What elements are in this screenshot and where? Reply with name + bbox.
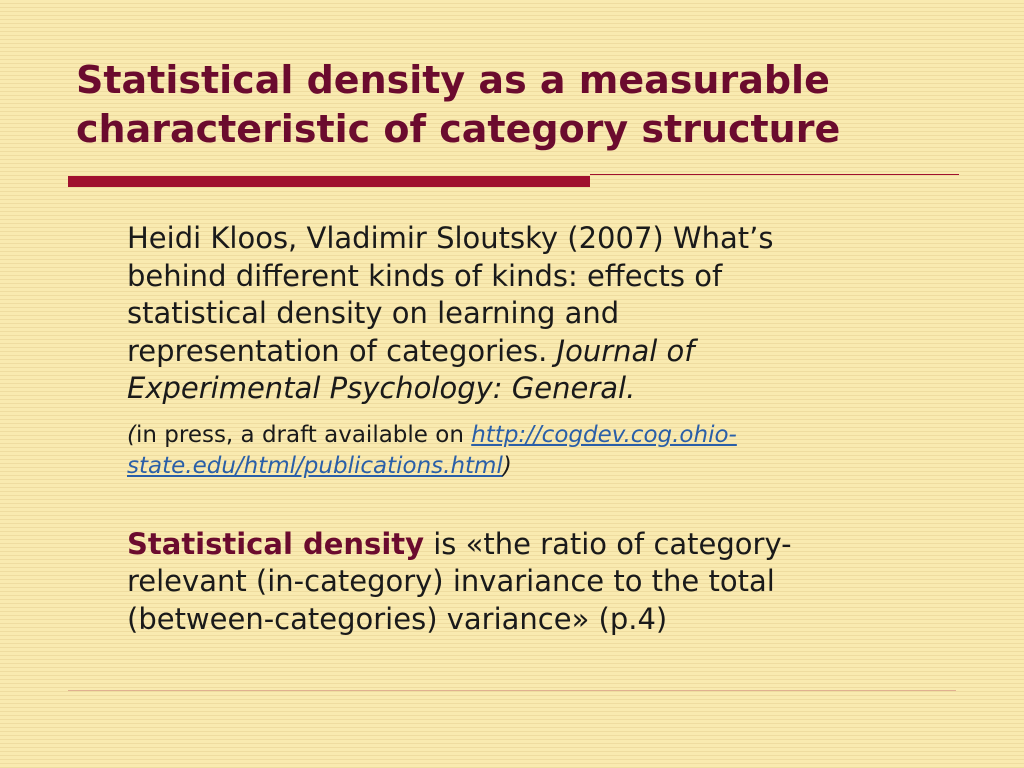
note-line-2 bbox=[127, 451, 927, 482]
citation bbox=[127, 220, 927, 408]
title-underline-thin bbox=[590, 174, 959, 175]
definition bbox=[127, 526, 927, 639]
title-line-2: characteristic of category structure bbox=[76, 107, 841, 151]
footer-divider bbox=[68, 690, 956, 691]
definition-line-3: (between-categories) variance» (p.4) bbox=[127, 601, 668, 636]
note-text: in press, a draft available on bbox=[135, 421, 472, 448]
publications-link-part-1[interactable]: http://cogdev.cog.ohio- bbox=[471, 421, 737, 448]
slide-title bbox=[76, 56, 976, 154]
note-close-paren: ) bbox=[502, 452, 512, 479]
note-line-1 bbox=[127, 420, 927, 451]
citation-line-2: behind different kinds of kinds: effects of bbox=[127, 258, 723, 293]
citation-line-4 bbox=[127, 333, 927, 371]
publications-link-part-2[interactable]: state.edu/html/publications.html bbox=[127, 452, 503, 479]
citation-line-3: statistical density on learning and bbox=[127, 296, 620, 330]
citation-line-4-text: representation of categories. bbox=[127, 333, 557, 368]
journal-name-part-1: Journal of bbox=[556, 333, 695, 368]
title-underline-thick bbox=[68, 176, 590, 187]
definition-line-1 bbox=[127, 526, 927, 564]
journal-name-part-2: Experimental Psychology: General. bbox=[127, 371, 636, 405]
definition-line-2: relevant (in-category) invariance to the total bbox=[127, 564, 775, 598]
availability-note bbox=[127, 420, 927, 482]
note-open-paren: ( bbox=[127, 421, 136, 448]
slide-body bbox=[127, 220, 927, 638]
citation-line-5 bbox=[127, 370, 927, 408]
citation-line-1: Heidi Kloos, Vladimir Sloutsky (2007) What’s bbox=[127, 221, 774, 255]
title-line-1: Statistical density as a measurable bbox=[76, 58, 830, 102]
definition-line-1-rest: is «the ratio of category- bbox=[424, 526, 792, 561]
definition-term: Statistical density bbox=[127, 526, 425, 561]
